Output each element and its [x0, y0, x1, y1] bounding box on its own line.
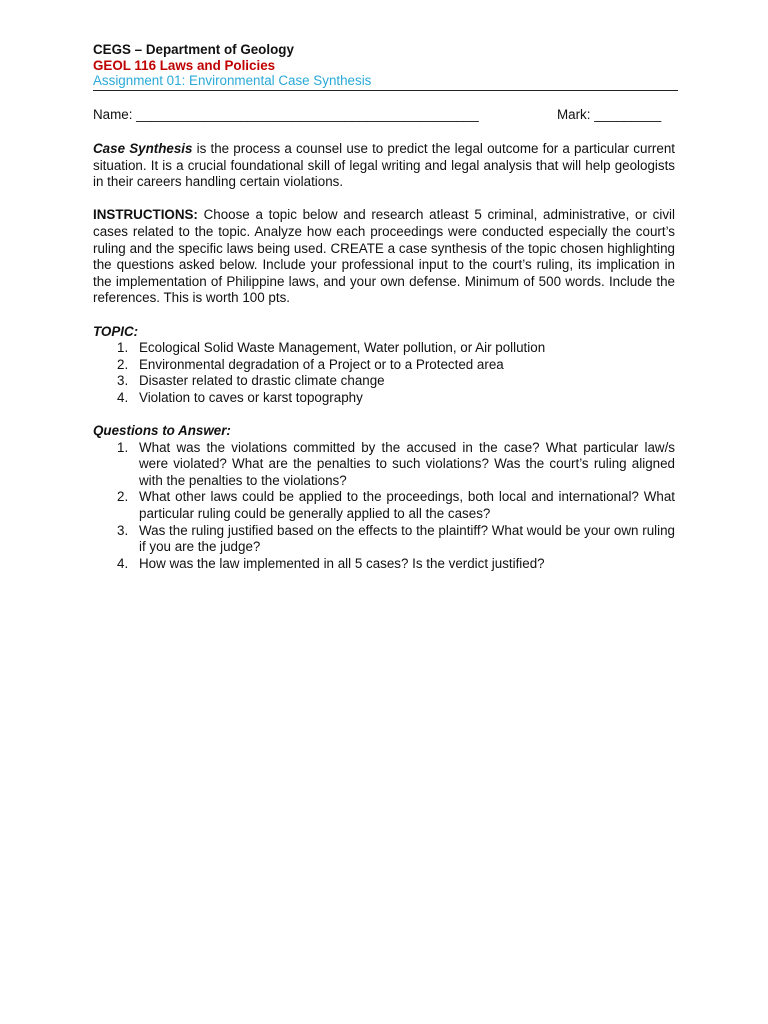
course-title: GEOL 116 Laws and Policies: [93, 57, 276, 73]
list-item-text: What other laws could be applied to the proceedings, both local and international? What particular ruling could be generally applied to all the cases?: [139, 489, 675, 522]
assignment-title: Assignment 01: Environmental Case Synthesis: [93, 73, 372, 88]
list-item: [93, 390, 675, 407]
department-title: CEGS – Department of Geology: [93, 42, 294, 57]
intro-text: is the process a counsel use to predict the legal outcome for a particular current situation. It is a crucial foundational skill of legal writing and legal analysis that will help geologists in their careers handling certain violations.: [93, 141, 675, 190]
instructions-label: INSTRUCTIONS:: [93, 207, 198, 223]
instructions-paragraph: [93, 207, 675, 307]
list-item: [93, 556, 675, 573]
instructions-text: Choose a topic below and research atleast 5 criminal, administrative, or civil cases related to the topic. Analyze how each proceedings were conducted especially the court’s ruling and the specific laws being used. CREATE a case synthesis of the topic chosen highlighting the questions asked below. Include your professional input to the court’s ruling, its implication in the implementation of Philippine laws, and your own defense. Minimum of 500 words. Include the references. This is worth 100 pts.: [93, 207, 675, 306]
list-item-text: Disaster related to drastic climate change: [139, 373, 385, 389]
list-item-text: Environmental degradation of a Project or to a Protected area: [139, 356, 504, 372]
header-divider: [93, 90, 678, 91]
list-item-number: 4.: [117, 555, 129, 571]
list-item-text: Ecological Solid Waste Management, Water pollution, or Air pollution: [139, 340, 546, 356]
list-item-number: 1.: [117, 340, 129, 356]
intro-paragraph: [93, 141, 675, 191]
list-item-text: How was the law implemented in all 5 cases? Is the verdict justified?: [139, 555, 545, 571]
list-item-text: Was the ruling justified based on the effects to the plaintiff? What would be your own ruling if you are the judge?: [139, 522, 675, 555]
list-item: [93, 357, 675, 374]
name-field-line: Name: ______________________________________________: [93, 107, 479, 122]
list-item: [93, 489, 675, 522]
list-item-number: 3.: [117, 522, 129, 538]
topic-heading: TOPIC:: [93, 323, 139, 339]
list-item: [93, 373, 675, 390]
name-mark-row: [93, 107, 678, 123]
list-item-number: 3.: [117, 373, 129, 389]
intro-term: Case Synthesis: [93, 141, 193, 156]
document-body: [93, 141, 675, 572]
list-item-text: Violation to caves or karst topography: [139, 389, 363, 405]
list-item-number: 4.: [117, 389, 129, 405]
questions-list: [93, 440, 675, 573]
list-item: [93, 340, 675, 357]
list-item: [93, 523, 675, 556]
list-item-text: What was the violations committed by the accused in the case? What particular law/s were violated? What are the penalties to such violations? Was the court’s ruling aligned with the penalties to the violations?: [139, 439, 675, 488]
list-item-number: 2.: [117, 489, 129, 505]
list-item-number: 1.: [117, 439, 129, 455]
list-item-number: 2.: [117, 356, 129, 372]
document-header: [93, 42, 678, 89]
mark-field-line: Mark: _________: [557, 107, 662, 122]
list-item: [93, 440, 675, 490]
questions-heading: Questions to Answer:: [93, 423, 231, 439]
topic-list: [93, 340, 675, 406]
